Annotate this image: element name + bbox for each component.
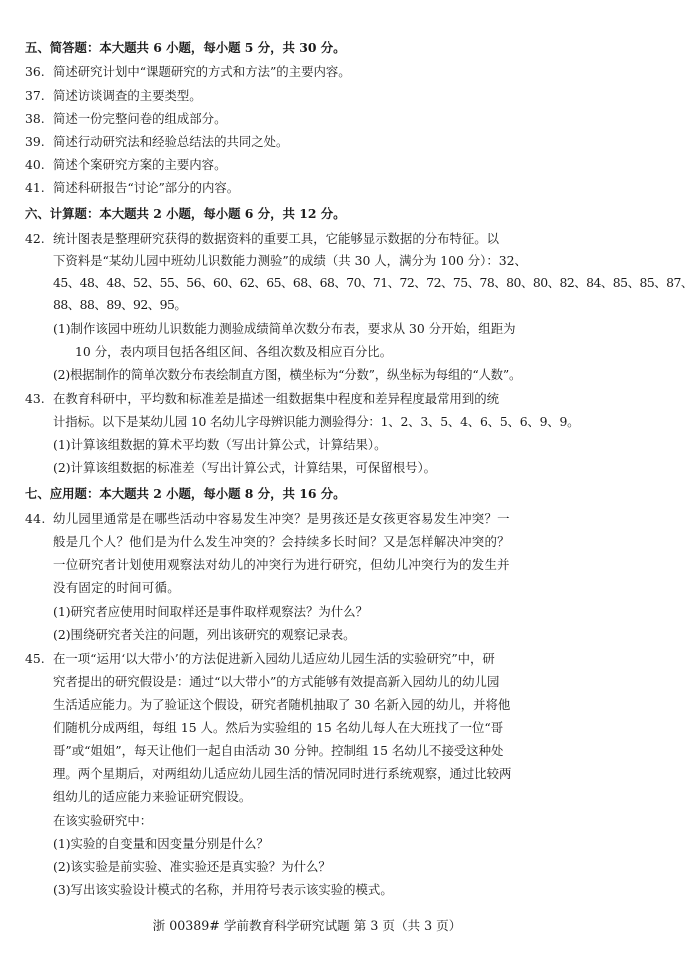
question-text: 简述访谈调查的主要类型。 <box>53 88 202 103</box>
question-37 <box>25 88 614 104</box>
question-text: 统计图表是整理研究获得的数据资料的重要工具，它能够显示数据的分布特征。以 <box>53 231 500 246</box>
question-number: 44. <box>25 511 46 526</box>
question-43-sub-1: (1)计算该组数据的算术平均数（写出计算公式，计算结果）。 <box>53 437 387 452</box>
question-number: 45. <box>25 651 45 666</box>
question-text: 简述科研报告“讨论”部分的内容。 <box>53 180 240 195</box>
question-45-line-4: 们随机分成两组，每组 15 人。然后为实验组的 15 名幼儿每人在大班找了一位“哥 <box>53 720 504 735</box>
question-text: 在一项“运用‘以大带小’的方法促进新入园幼儿适应幼儿园生活的实验研究”中，研 <box>53 651 495 666</box>
question-38 <box>25 111 614 127</box>
page-footer: 浙 00389# 学前教育科学研究试题 第 3 页（共 3 页） <box>152 918 462 933</box>
question-42 <box>25 231 614 247</box>
question-42-line-2: 下资料是“某幼儿园中班幼儿识数能力测验”的成绩（共 30 人，满分为 100 分）：32、 <box>53 253 527 268</box>
question-text: 简述一份完整问卷的组成部分。 <box>53 111 227 126</box>
question-45-sub-1: (1)实验的自变量和因变量分别是什么？ <box>53 836 269 851</box>
question-text: 简述研究计划中“课题研究的方式和方法”的主要内容。 <box>53 64 351 79</box>
section-5-heading: 五、简答题：本大题共 6 小题，每小题 5 分，共 30 分。 <box>25 40 346 55</box>
question-36 <box>25 64 614 80</box>
question-42-sub-1: (1)制作该园中班幼儿识数能力测验成绩简单次数分布表，要求从 30 分开始，组距为 <box>53 321 516 336</box>
question-45-line-3: 生活适应能力。为了验证这个假设，研究者随机抽取了 30 名新入园的幼儿，并将他 <box>53 697 511 712</box>
question-45-line-2: 究者提出的研究假设是：通过“以大带小”的方式能够有效提高新入园幼儿的幼儿园 <box>53 674 500 689</box>
question-41 <box>25 180 614 196</box>
question-42-sub-1-cont: 10 分，表内项目包括各组区间、各组次数及相应百分比。 <box>75 344 393 359</box>
question-42-line-3: 45、48、48、52、55、56、60、62、65、68、68、70、71、72、72、75、78、80、80、82、84、85、85、87、 <box>53 275 693 290</box>
question-43-sub-2: (2)计算该组数据的标准差（写出计算公式，计算结果，可保留根号）。 <box>53 460 437 475</box>
question-number: 40. <box>25 157 45 172</box>
question-number: 42. <box>25 231 45 246</box>
question-43 <box>25 391 614 407</box>
question-text: 在教育科研中，平均数和标准差是描述一组数据集中程度和差异程度最常用到的统 <box>53 391 500 406</box>
section-6-heading: 六、计算题：本大题共 2 小题，每小题 6 分，共 12 分。 <box>25 206 346 221</box>
question-number: 38. <box>25 111 45 126</box>
question-43-line-2: 计指标。以下是某幼儿园 10 名幼儿字母辨识能力测验得分：1、2、3、5、4、6、5、6、9、9。 <box>53 414 580 429</box>
question-text: 简述个案研究方案的主要内容。 <box>53 157 227 172</box>
question-42-sub-2: (2)根据制作的简单次数分布表绘制直方图，横坐标为“分数”，纵坐标为每组的“人数”。 <box>53 367 522 382</box>
question-42-line-4: 88、88、89、92、95。 <box>53 297 187 312</box>
question-44 <box>25 511 614 527</box>
question-45-line-5: 哥”或“姐姐”，每天让他们一起自由活动 30 分钟。控制组 15 名幼儿不接受这种处 <box>53 743 504 758</box>
question-39 <box>25 134 614 150</box>
question-44-line-4: 没有固定的时间可循。 <box>53 580 180 595</box>
question-44-line-3: 一位研究者计划使用观察法对幼儿的冲突行为进行研究，但幼儿冲突行为的发生并 <box>53 557 510 572</box>
question-44-line-2: 般是几个人？他们是为什么发生冲突的？会持续多长时间？又是怎样解决冲突的？ <box>53 534 510 549</box>
question-45-line-7: 组幼儿的适应能力来验证研究假设。 <box>53 789 252 804</box>
question-45-sub-2: (2)该实验是前实验、准实验还是真实验？为什么？ <box>53 859 331 874</box>
question-number: 39. <box>25 134 45 149</box>
question-45 <box>25 651 614 667</box>
question-45-sub-3: (3)写出该实验设计模式的名称，并用符号表示该实验的模式。 <box>53 882 393 897</box>
question-number: 37. <box>25 88 45 103</box>
question-45-line-6: 理。两个星期后，对两组幼儿适应幼儿园生活的情况同时进行系统观察，通过比较两 <box>53 766 512 781</box>
question-text: 简述行动研究法和经验总结法的共同之处。 <box>53 134 289 149</box>
question-number: 41. <box>25 180 45 195</box>
question-number: 43. <box>25 391 45 406</box>
question-44-sub-1: (1)研究者应使用时间取样还是事件取样观察法？为什么？ <box>53 604 368 619</box>
question-text: 幼儿园里通常是在哪些活动中容易发生冲突？是男孩还是女孩更容易发生冲突？一 <box>53 511 510 526</box>
question-45-intro: 在该实验研究中： <box>53 813 153 828</box>
section-7-heading: 七、应用题：本大题共 2 小题，每小题 8 分，共 16 分。 <box>25 486 346 501</box>
question-40 <box>25 157 614 173</box>
question-number: 36. <box>25 64 45 79</box>
question-44-sub-2: (2)围绕研究者关注的问题，列出该研究的观察记录表。 <box>53 627 356 642</box>
